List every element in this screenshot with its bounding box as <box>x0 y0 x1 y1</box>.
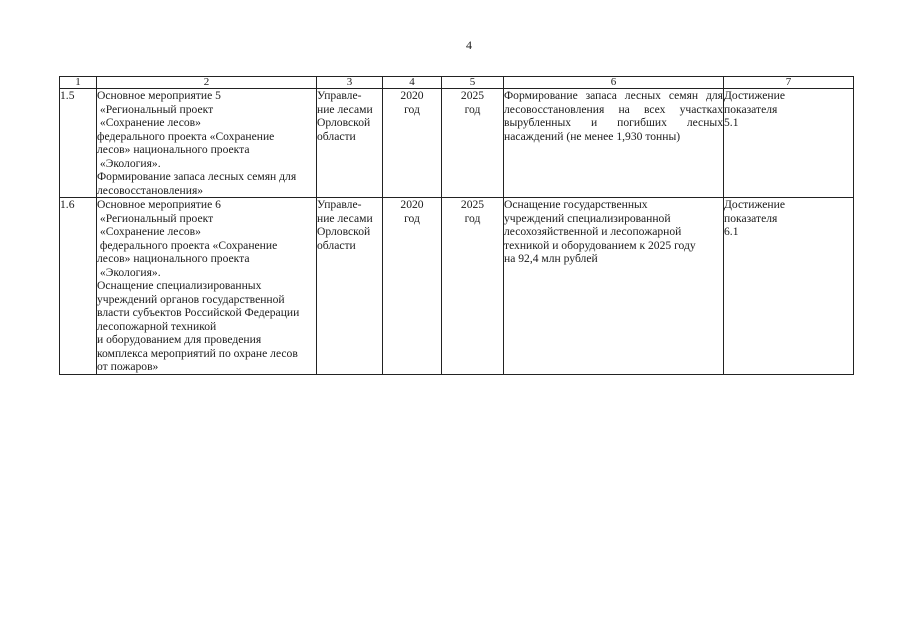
cell-text-line: власти субъектов Российской Федерации <box>97 306 300 319</box>
table-cell-col-5 <box>442 198 504 375</box>
cell-text-line: насаждений (не менее 1,930 тонны) <box>504 129 681 143</box>
cell-text-line: показателя <box>724 211 778 225</box>
cell-text-line: показателя <box>724 102 778 116</box>
table-cell-col-6 <box>504 89 724 198</box>
cell-text-line: Основное мероприятие 6 <box>97 198 221 211</box>
cell-text-line: 1.6 <box>60 198 75 211</box>
cell-text-line: год <box>464 211 481 225</box>
cell-text-line: лесовосстановления на всех участках <box>504 102 723 116</box>
cell-text-line: от пожаров» <box>97 360 159 373</box>
cell-text-line: лесопожарной техникой <box>97 319 217 333</box>
cell-text-line: лесов» национального проекта <box>97 143 250 156</box>
cell-text-line: «Экология». <box>97 156 161 170</box>
table-cell-col-4 <box>383 89 442 198</box>
cell-text-line: год <box>404 102 420 116</box>
cell-text-line: «Экология». <box>97 265 161 279</box>
cell-text-line: Орловской <box>317 116 371 129</box>
table-cell-col-7 <box>724 89 854 198</box>
cell-text-line: вырубленных и погибших лесных <box>504 116 723 129</box>
table-row <box>60 198 854 375</box>
cell-text-line: «Региональный проект <box>97 102 214 116</box>
table-header-cell: 1 <box>60 77 97 89</box>
cell-text-line: Достижение <box>724 198 785 211</box>
cell-text-line: Оснащение государственных <box>504 198 648 211</box>
cell-text-line: федерального проекта «Сохранение <box>97 238 278 252</box>
table-header-cell: 2 <box>97 77 317 89</box>
cell-text-line: Основное мероприятие 5 <box>97 89 221 102</box>
document-table <box>59 76 854 375</box>
table-header <box>60 77 854 89</box>
cell-text-line: «Региональный проект <box>97 211 214 225</box>
table-cell-col-2 <box>97 198 317 375</box>
page-number: 4 <box>466 38 472 52</box>
cell-text-line: лесовосстановления» <box>97 183 204 197</box>
table-cell-col-3 <box>317 198 383 375</box>
cell-text-line: ние лесами <box>317 102 373 116</box>
table-cell-col-1 <box>60 198 97 375</box>
cell-text-line: учреждений органов государственной <box>97 292 285 306</box>
table-cell-col-7 <box>724 198 854 375</box>
cell-text-line: Оснащение специализированных <box>97 279 262 292</box>
cell-text-line: год <box>464 102 481 116</box>
table-header-cell: 5 <box>442 77 504 89</box>
cell-text-line: год <box>404 211 420 225</box>
cell-text-line: ние лесами <box>317 211 373 225</box>
table-header-row <box>60 77 854 89</box>
cell-text-line: Управле- <box>317 89 362 102</box>
cell-text-line: и оборудованием для проведения <box>97 333 262 346</box>
cell-text-line: комплекса мероприятий по охране лесов <box>97 346 298 360</box>
table-cell-col-6 <box>504 198 724 375</box>
cell-text-line: 1.5 <box>60 89 75 102</box>
cell-text-line: лесов» национального проекта <box>97 252 250 265</box>
table-cell-col-3 <box>317 89 383 198</box>
cell-text-line: 2020 <box>400 89 424 102</box>
cell-text-line: области <box>317 238 356 252</box>
cell-text-line: 6.1 <box>724 225 739 238</box>
table-header-cell: 7 <box>724 77 854 89</box>
cell-text-line: Достижение <box>724 89 785 102</box>
cell-text-line: «Сохранение лесов» <box>97 116 201 129</box>
cell-text-line: лесохозяйственной и лесопожарной <box>504 225 682 238</box>
cell-text-line: области <box>317 129 356 143</box>
cell-text-line: федерального проекта «Сохранение <box>97 129 275 143</box>
cell-text-line: учреждений специализированной <box>504 211 671 225</box>
table-header-cell: 4 <box>383 77 442 89</box>
table-row <box>60 89 854 198</box>
table-cell-col-2 <box>97 89 317 198</box>
table-cell-col-1 <box>60 89 97 198</box>
cell-text-line: Управле- <box>317 198 362 211</box>
table-cell-col-5 <box>442 89 504 198</box>
cell-text-line: Формирование запаса лесных семян для <box>504 89 723 102</box>
cell-text-line: Орловской <box>317 225 371 238</box>
cell-text-line: Формирование запаса лесных семян для <box>97 170 297 183</box>
table-cell-col-4 <box>383 198 442 375</box>
cell-text-line: 2025 <box>460 89 485 102</box>
cell-text-line: 5.1 <box>724 116 739 129</box>
cell-text-line: 2020 <box>400 198 424 211</box>
cell-text-line: на 92,4 млн рублей <box>504 252 598 265</box>
cell-text-line: техникой и оборудованием к 2025 году <box>504 238 696 252</box>
table-body <box>60 89 854 375</box>
table-header-cell: 6 <box>504 77 724 89</box>
cell-text-line: 2025 <box>460 198 485 211</box>
cell-text-line: «Сохранение лесов» <box>97 225 201 238</box>
table-header-cell: 3 <box>317 77 383 89</box>
